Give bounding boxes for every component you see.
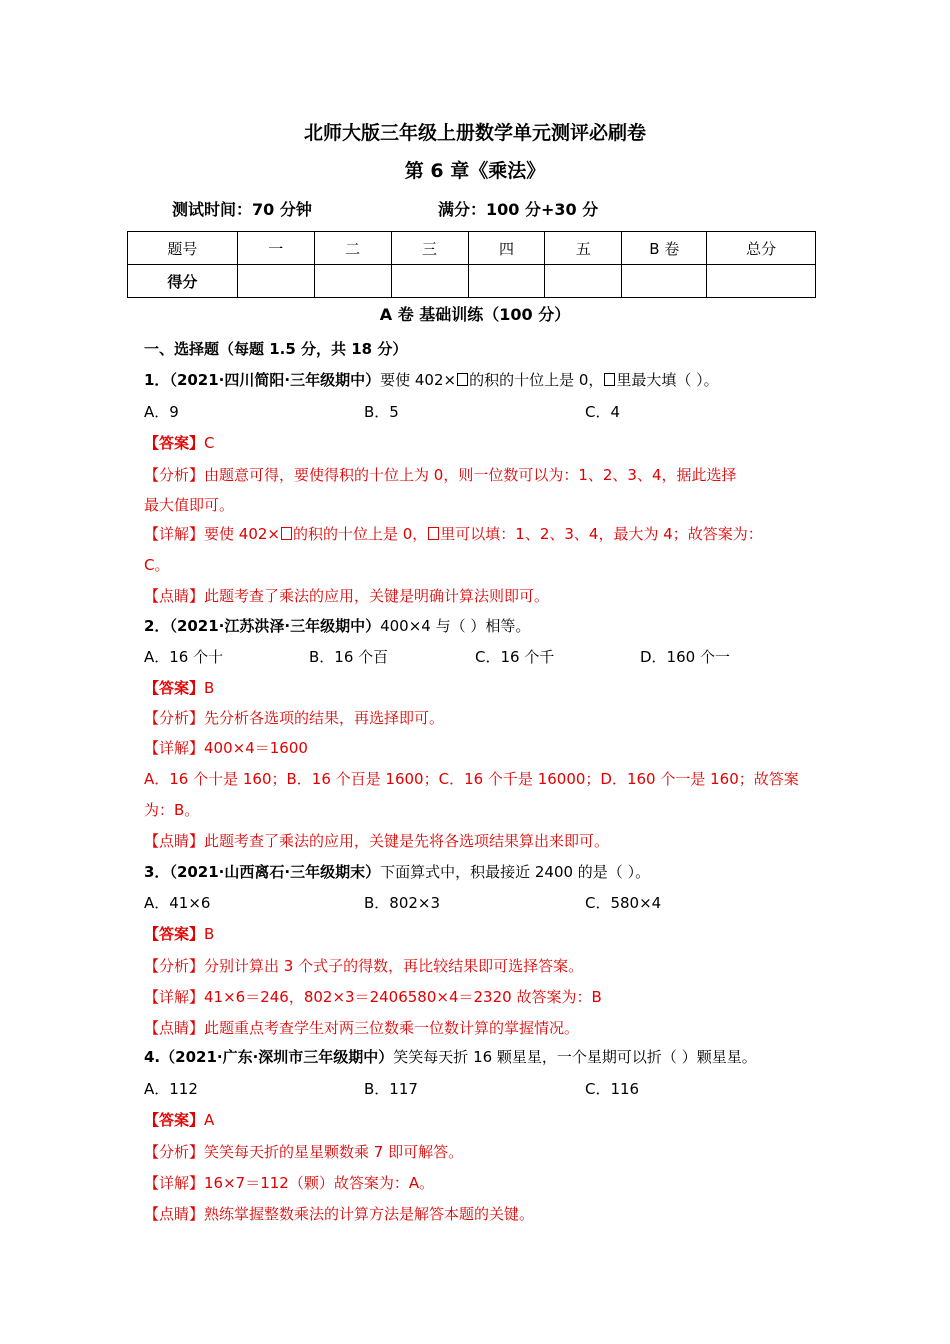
analysis-text: 先分析各选项的结果，再选择即可。 bbox=[204, 709, 445, 727]
document-title: 北师大版三年级上册数学单元测评必刷卷 bbox=[303, 122, 646, 144]
score-cell[interactable] bbox=[622, 265, 707, 298]
blank-box-icon bbox=[428, 527, 439, 540]
option-c: C．580×4 bbox=[585, 894, 662, 912]
option-a: A．9 bbox=[144, 403, 179, 421]
section-a-heading: A 卷 基础训练（100 分） bbox=[379, 305, 571, 324]
question-3 bbox=[144, 861, 650, 882]
answer-value: B bbox=[204, 925, 215, 943]
score-row-label: 得分 bbox=[128, 265, 238, 298]
option-a: A．112 bbox=[144, 1080, 198, 1098]
analysis-line bbox=[144, 955, 583, 976]
detail-line bbox=[144, 737, 308, 758]
score-table-header-cell: 四 bbox=[468, 232, 545, 265]
question-number: 1． bbox=[144, 371, 170, 389]
point-line bbox=[144, 830, 609, 851]
score-cell[interactable] bbox=[707, 265, 816, 298]
question-stem: 下面算式中，积最接近 2400 的是（ ）。 bbox=[380, 863, 651, 881]
answer-value: C bbox=[204, 434, 215, 452]
point-text: 熟练掌握整数乘法的计算方法是解答本题的关键。 bbox=[204, 1205, 535, 1223]
analysis-text: 由题意可得，要使得积的十位上为 0，则一位数可以为：1、2、3、4，据此选择 bbox=[204, 466, 737, 484]
score-cell[interactable] bbox=[314, 265, 391, 298]
detail-label: 【详解】 bbox=[144, 739, 205, 757]
question-stem: 笑笑每天折 16 颗星星，一个星期可以折（ ）颗星星。 bbox=[393, 1048, 757, 1066]
point-label: 【点睛】 bbox=[144, 587, 205, 605]
exam-time: 测试时间：70 分钟 bbox=[172, 200, 312, 219]
answer-value: B bbox=[204, 679, 215, 697]
detail-line-cont: A．16 个十是 160；B．16 个百是 1600；C．16 个千是 16000；D．160 个一是 160；故答案 bbox=[144, 770, 799, 788]
full-score: 满分：100 分+30 分 bbox=[438, 200, 599, 219]
option-a: A．41×6 bbox=[144, 894, 211, 912]
blank-box-icon bbox=[281, 527, 292, 540]
analysis-line bbox=[144, 464, 737, 485]
answer-line bbox=[144, 923, 214, 944]
question-source: （2021·四川简阳·三年级期中） bbox=[169, 371, 381, 389]
answer-line bbox=[144, 677, 214, 698]
score-table-header-row bbox=[128, 232, 816, 265]
question-4 bbox=[144, 1046, 757, 1067]
analysis-label: 【分析】 bbox=[144, 709, 205, 727]
question-1 bbox=[144, 369, 719, 390]
detail-line bbox=[144, 986, 602, 1007]
analysis-label: 【分析】 bbox=[144, 1143, 205, 1161]
score-cell[interactable] bbox=[237, 265, 314, 298]
question-stem: 的积的十位上是 0， bbox=[469, 371, 604, 389]
point-label: 【点睛】 bbox=[144, 1205, 205, 1223]
score-table-header-cell: 三 bbox=[391, 232, 468, 265]
answer-line bbox=[144, 1109, 214, 1130]
point-line bbox=[144, 1017, 579, 1038]
question-source: （2021·江苏洪泽·三年级期中） bbox=[169, 617, 381, 635]
answer-line bbox=[144, 432, 215, 453]
score-table-header-cell: 总分 bbox=[707, 232, 816, 265]
score-cell[interactable] bbox=[391, 265, 468, 298]
part1-heading: 一、选择题（每题 1.5 分，共 18 分） bbox=[144, 340, 408, 358]
score-table-score-row bbox=[128, 265, 816, 298]
option-a: A．16 个十 bbox=[144, 648, 224, 666]
question-number: 2． bbox=[144, 617, 170, 635]
option-b: B．802×3 bbox=[364, 894, 441, 912]
point-text: 此题考查了乘法的应用，关键是先将各选项结果算出来即可。 bbox=[204, 832, 610, 850]
blank-box-icon bbox=[604, 373, 615, 386]
detail-label: 【详解】 bbox=[144, 1174, 205, 1192]
point-label: 【点睛】 bbox=[144, 1019, 205, 1037]
question-number: 3． bbox=[144, 863, 170, 881]
answer-value: A bbox=[204, 1111, 215, 1129]
score-table-header-cell: 一 bbox=[237, 232, 314, 265]
score-cell[interactable] bbox=[468, 265, 545, 298]
analysis-line bbox=[144, 1141, 463, 1162]
option-c: C．16 个千 bbox=[475, 648, 555, 666]
answer-label: 【答案】 bbox=[144, 434, 205, 452]
option-b: B．16 个百 bbox=[309, 648, 389, 666]
question-stem: 400×4 与（ ）相等。 bbox=[380, 617, 531, 635]
detail-label: 【详解】 bbox=[144, 988, 205, 1006]
point-label: 【点睛】 bbox=[144, 832, 205, 850]
detail-line bbox=[144, 523, 763, 544]
answer-label: 【答案】 bbox=[144, 1111, 205, 1129]
analysis-line bbox=[144, 707, 444, 728]
score-table-header-cell: 二 bbox=[314, 232, 391, 265]
score-table-header-cell: B 卷 bbox=[622, 232, 707, 265]
chapter-title: 第 6 章《乘法》 bbox=[404, 160, 546, 182]
detail-line-cont: 为：B。 bbox=[144, 801, 200, 819]
analysis-text: 分别计算出 3 个式子的得数，再比较结果即可选择答案。 bbox=[204, 957, 584, 975]
score-table-header-cell: 题号 bbox=[128, 232, 238, 265]
detail-text: 16×7＝112（颗）故答案为：A。 bbox=[204, 1174, 435, 1192]
detail-text: 的积的十位上是 0， bbox=[292, 525, 428, 543]
point-text: 此题考查了乘法的应用，关键是明确计算法则即可。 bbox=[204, 587, 550, 605]
point-text: 此题重点考查学生对两三位数乘一位数计算的掌握情况。 bbox=[204, 1019, 580, 1037]
detail-text: 41×6＝246，802×3＝2406580×4＝2320 故答案为：B bbox=[204, 988, 602, 1006]
detail-text: 里可以填：1、2、3、4，最大为 4；故答案为： bbox=[440, 525, 763, 543]
point-line bbox=[144, 585, 549, 606]
score-cell[interactable] bbox=[545, 265, 622, 298]
detail-line bbox=[144, 1172, 434, 1193]
question-source: （2021·山西离石·三年级期末） bbox=[169, 863, 381, 881]
detail-line-cont: C。 bbox=[144, 556, 170, 574]
analysis-label: 【分析】 bbox=[144, 957, 205, 975]
point-line bbox=[144, 1203, 534, 1224]
answer-label: 【答案】 bbox=[144, 925, 205, 943]
option-b: B．117 bbox=[364, 1080, 418, 1098]
answer-label: 【答案】 bbox=[144, 679, 205, 697]
option-c: C．4 bbox=[585, 403, 621, 421]
option-d: D．160 个一 bbox=[640, 648, 730, 666]
option-b: B．5 bbox=[364, 403, 399, 421]
detail-label: 【详解】 bbox=[144, 525, 205, 543]
score-table-header-cell: 五 bbox=[545, 232, 622, 265]
analysis-line-cont: 最大值即可。 bbox=[144, 496, 235, 514]
question-stem: 里最大填（ ）。 bbox=[616, 371, 719, 389]
score-table bbox=[127, 231, 816, 298]
option-c: C．116 bbox=[585, 1080, 640, 1098]
detail-text: 400×4＝1600 bbox=[204, 739, 308, 757]
analysis-text: 笑笑每天折的星星颗数乘 7 即可解答。 bbox=[204, 1143, 464, 1161]
blank-box-icon bbox=[457, 373, 468, 386]
question-2 bbox=[144, 615, 530, 636]
question-stem: 要使 402× bbox=[380, 371, 457, 389]
analysis-label: 【分析】 bbox=[144, 466, 205, 484]
detail-text: 要使 402× bbox=[204, 525, 280, 543]
question-number: 4. bbox=[144, 1048, 161, 1066]
question-source: （2021·广东·深圳市三年级期中） bbox=[160, 1048, 394, 1066]
